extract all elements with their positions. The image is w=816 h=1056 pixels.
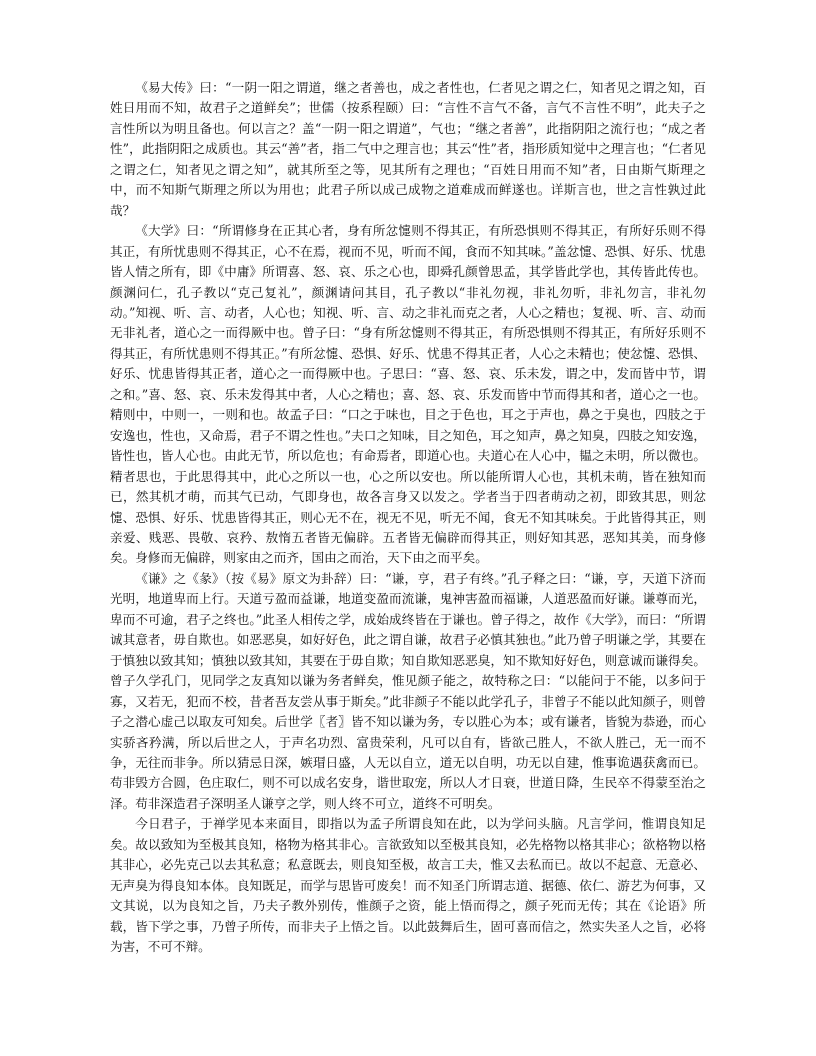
paragraph-qian-tuan: 《谦》之《彖》（按《易》原文为卦辞）曰：“谦，亨，君子有终。”孔子释之曰：“谦，亨，天道下济而光明，地道卑而上行。天道亏盈而益谦，地道变盈而流谦，鬼神害盈而福谦，人道恶盈而好谦。谦尊而光，卑而不可逾，君子之终也。”此圣人相传之学，成始成终皆在于谦也。曾子得之，故作《大学》，而曰：“所谓诚其意者，毋自欺也。如恶恶臭，如好好色，此之谓自谦，故君子必慎其独也。”此乃曾子明谦之学，其要在于慎独以致其知；慎独以致其知，其要在于毋自欺；知自欺知恶恶臭，知不欺知好好色，则意诚而谦得矣。曾子久学孔门，见同学之友真知以谦为务者鲜矣，惟见颜子能之，故特称之曰：“以能问于不能，以多问于寡，又若无，犯而不校，昔者吾友尝从事于斯矣。”此非颜子不能以此学孔子，非曾子不能以此知颜子，则曾子之潜心虚己以取友可知矣。后世学〖者〗皆不知以谦为务，专以胜心为本；或有谦者，皆貌为恭逊，而心实骄吝矜满，所以后世之人，于声名功烈、富贵荣利，凡可以自有，皆欲己胜人，不欲人胜己，无一而不争，无往而非争。所以猜忌日深，嫉瑁日盛，人无以自立，道无以自明，功无以自建，惟事诡遇获禽而已。苟非毁方合圆，色庄取仁，则不可以成名安身，谐世取宠，所以人才日衰，世道日降，生民卒不得蒙至治之泽。苟非深造君子深明圣人谦亨之学，则人终不可立，道终不可明矣。: [110, 570, 706, 811]
paragraph-da-xue: 《大学》曰：“所谓修身在正其心者，身有所忿懥则不得其正，有所恐惧则不得其正，有所好乐则不得其正，有所忧患则不得其正，心不在焉，视而不见，听而不闻，食而不知其味。”盖忿懥、恐惧、好乐、忧患皆人情之所有，即《中庸》所谓喜、怒、哀、乐之心也，即舜孔颜曾思孟，其学皆此学也，其传皆此传也。颜渊问仁，孔子教以“克己复礼”，颜渊请问其目，孔子教以“非礼勿视，非礼勿听，非礼勿言，非礼勿动。”知视、听、言、动者，人心也；知视、听、言、动之非礼而克之者，人心之精也；复视、听、言、动而无非礼者，道心之一而得厥中也。曾子曰：“身有所忿懥则不得其正，有所恐惧则不得其正，有所好乐则不得其正，有所忧患则不得其正。”有所忿懥、恐惧、好乐、忧患不得其正者，人心之未精也；使忿懥、恐惧、好乐、忧患皆得其正者，道心之一而得厥中也。子思曰：“喜、怒、哀、乐未发，谓之中，发而皆中节，谓之和。”喜、怒、哀、乐未发得其中者，人心之精也；喜、怒、哀、乐发而皆中节而得其和者，道心之一也。精则中，中则一，一则和也。故孟子曰：“口之于味也，目之于色也，耳之于声也，鼻之于臭也，四肢之于安逸也，性也，又命焉，君子不谓之性也。”夫口之知味，目之知色，耳之知声，鼻之知臭，四肢之知安逸，皆性也，皆人心也。由此无节，所以危也；有命焉者，即道心也。夫道心在人心中，韫之未明，所以微也。精者思也，于此思得其中，此心之所以一也，心之所以安也。所以能所谓人心也，其机未萌，皆在独知而已，然其机才萌，而其气已动，气即身也，故各言身又以发之。学者当于四者萌动之初，即致其思，则忿懥、恐惧、好乐、忧患皆得其正，则心无不在，视无不见，听无不闻，食无不知其味矣。于此皆得其正，则亲爱、贱恶、畏敬、哀矜、敖惰五者皆无偏辟。五者皆无偏辟而得其正，则好知其恶，恶知其美，而身修矣。身修而无偏辟，则家由之而齐，国由之而治，天下由之而平矣。: [110, 223, 706, 566]
document-page: [110, 78, 706, 957]
paragraph-jin-ri-jun-zi: 今日君子，于禅学见本来面目，即指以为孟子所谓良知在此，以为学问头脑。凡言学问，惟谓良知足矣。故以致知为至极其良知，格物为格其非心。言欲致知以至极其良知，必先格物以格其非心；欲格物以格其非心，必先克己以去其私意；私意既去，则良知至极，故言工夫，惟又去私而已。故以不起意、无意必、无声臭为得良知本体。良知既足，而学与思皆可废矣！而不知圣门所谓志道、据德、依仁、游艺为何事，又文其说，以为良知之旨，乃夫子教外别传，惟颜子之资，能上悟而得之，颜子死而无传；其在《论语》所载，皆下学之事，乃曾子所传，而非夫子上悟之旨。以此鼓舞后生，固可喜而信之，然实失圣人之旨，必将为害，不可不辩。: [110, 816, 706, 955]
paragraph-yi-da-zhuan: 《易大传》曰：“一阴一阳之谓道，继之者善也，成之者性也，仁者见之谓之仁，知者见之谓之知，百姓日用而不知，故君子之道鲜矣”；世儒（按系程颐）曰：“言性不言气不备，言气不言性不明”，此夫子之言性所以为明且备也。何以言之？盖“一阴一阳之谓道”，气也；“继之者善”，此指阴阳之流行也；“成之者性”，此指阴阳之成质也。其云“善”者，指二气中之理言也；其云“性”者，指形质知觉中之理言也；“仁者见之谓之仁，知者见之谓之知”，就其所至之等，见其所有之理也；“百姓日用而不知”者，日由斯气斯理之中，而不知斯气斯理之所以为用也；此君子所以成己成物之道难成而鲜遂也。详斯言也，世之言性孰过此哉？: [110, 80, 706, 218]
